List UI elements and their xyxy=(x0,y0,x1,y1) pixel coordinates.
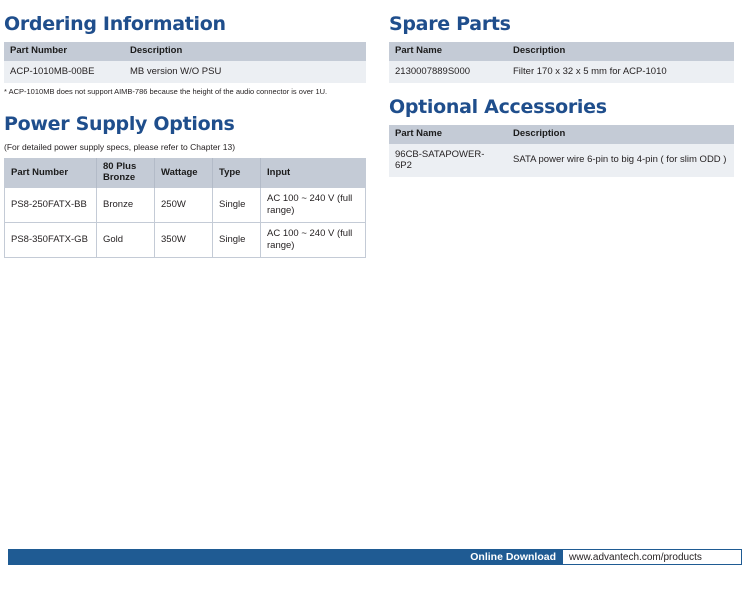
column-header-part-name: Part Name xyxy=(389,125,507,144)
cell-description: MB version W/O PSU xyxy=(124,61,366,83)
table-row xyxy=(5,188,366,222)
cell-input: AC 100 ~ 240 V (full range) xyxy=(261,188,366,222)
spare-parts-table xyxy=(389,42,734,83)
table-header-row xyxy=(389,42,734,61)
table-header-row xyxy=(4,42,366,61)
column-header-description: Description xyxy=(124,42,366,61)
column-header-part-name: Part Name xyxy=(389,42,507,61)
cell-type: Single xyxy=(213,188,261,222)
table-row xyxy=(4,61,366,83)
column-header-type: Type xyxy=(213,158,261,188)
cell-type: Single xyxy=(213,222,261,257)
ordering-information-title: Ordering Information xyxy=(4,13,226,35)
cell-input: AC 100 ~ 240 V (full range) xyxy=(261,222,366,257)
cell-wattage: 250W xyxy=(155,188,213,222)
footer-download xyxy=(470,549,742,565)
cell-80-plus-bronze: Bronze xyxy=(97,188,155,222)
ordering-information-table xyxy=(4,42,366,83)
table-row xyxy=(389,144,734,178)
table-header-row xyxy=(389,125,734,144)
column-header-part-number: Part Number xyxy=(4,42,124,61)
footer-url[interactable]: www.advantech.com/products xyxy=(562,549,742,565)
table-header-row xyxy=(5,158,366,188)
spare-parts-title: Spare Parts xyxy=(389,13,511,35)
right-column xyxy=(389,14,734,177)
ordering-footnote: * ACP-1010MB does not support AIMB-786 because the height of the audio connector is over 1U. xyxy=(4,86,328,96)
left-column xyxy=(4,14,366,258)
cell-part-name: 96CB-SATAPOWER-6P2 xyxy=(389,144,507,178)
column-header-description: Description xyxy=(507,42,734,61)
column-header-80-plus-bronze: 80 Plus Bronze xyxy=(97,158,155,188)
optional-accessories-title: Optional Accessories xyxy=(389,95,607,118)
column-header-description: Description xyxy=(507,125,734,144)
power-supply-subnote: (For detailed power supply specs, please refer to Chapter 13) xyxy=(4,142,236,153)
footer-download-label: Online Download xyxy=(470,551,556,563)
column-header-part-number: Part Number xyxy=(5,158,97,188)
cell-wattage: 350W xyxy=(155,222,213,257)
cell-part-number: PS8-350FATX-GB xyxy=(5,222,97,257)
cell-description: SATA power wire 6-pin to big 4-pin ( for slim ODD ) xyxy=(507,144,734,178)
cell-part-number: PS8-250FATX-BB xyxy=(5,188,97,222)
table-row xyxy=(5,222,366,257)
column-header-input: Input xyxy=(261,158,366,188)
table-row xyxy=(389,61,734,83)
cell-80-plus-bronze: Gold xyxy=(97,222,155,257)
cell-description: Filter 170 x 32 x 5 mm for ACP-1010 xyxy=(507,61,734,83)
power-supply-options-table xyxy=(4,158,366,257)
power-supply-options-title: Power Supply Options xyxy=(4,113,235,136)
column-header-wattage: Wattage xyxy=(155,158,213,188)
cell-part-number: ACP-1010MB-00BE xyxy=(4,61,124,83)
cell-part-name: 2130007889S000 xyxy=(389,61,507,83)
optional-accessories-table xyxy=(389,125,734,178)
